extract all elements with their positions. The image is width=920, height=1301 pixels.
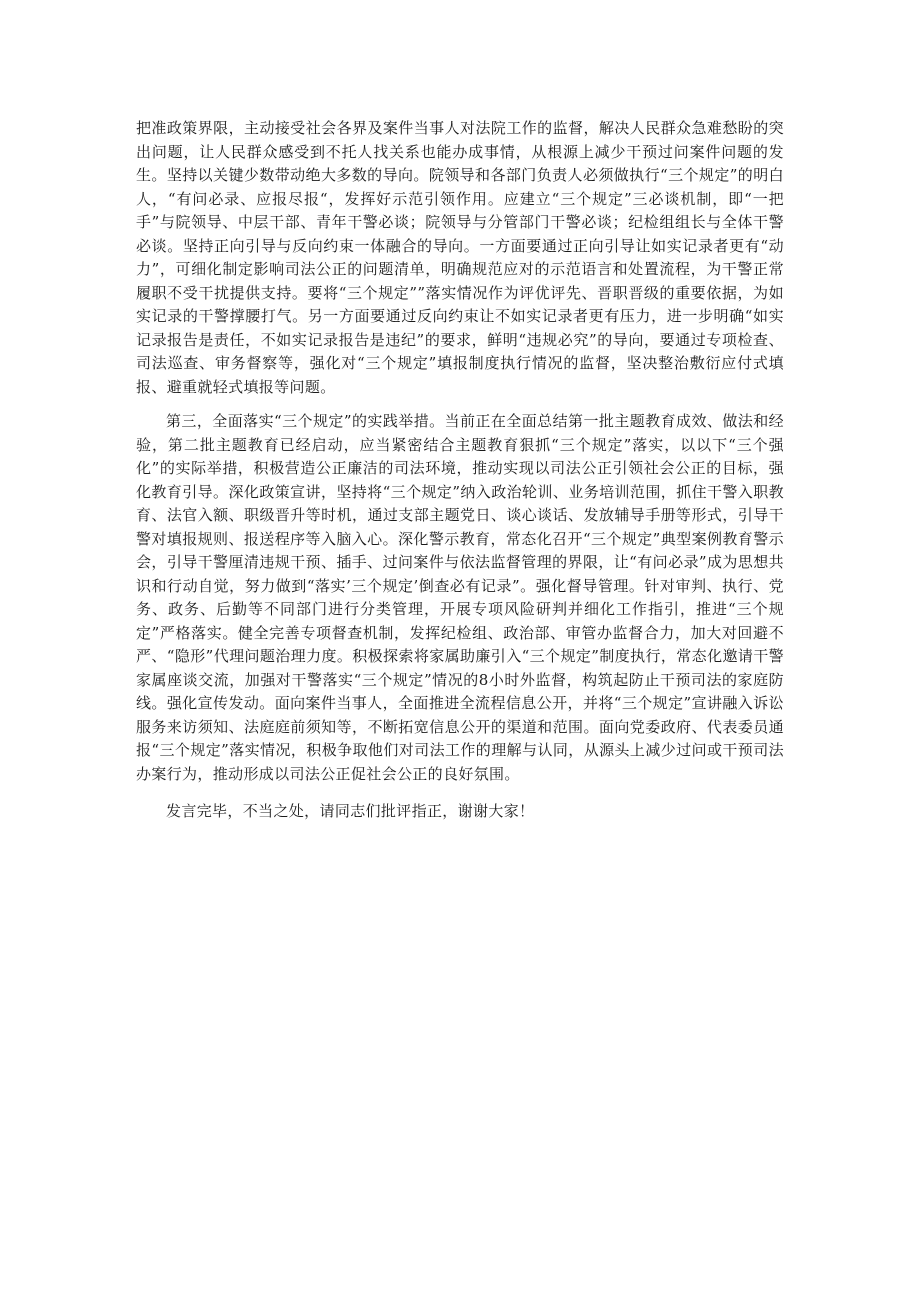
paragraph-third-point: 第三，全面落实“三个规定”的实践举措。当前正在全面总结第一批主题教育成效、做法和经验，第二批主题教育已经启动，应当紧密结合主题教育狠抓“三个规定”落实，以以下“三个强化”的实际举措，积极营造公正廉洁的司法环境，推动实现以司法公正引领社会公正的目标，强化教育引导。深化政策宣讲，坚持将“三个规定”纳入政治轮训、业务培训范围，抓住干警入职教育、法官入额、职级晋升等时机，通过支部主题党日、谈心谈话、发放辅导手册等形式，引导干警对填报规则、报送程序等入脑入心。深化警示教育，常态化召开“三个规定”典型案例教育警示会，引导干警厘清违规干预、插手、过问案件与依法监督管理的界限，让“有问必录”成为思想共识和行动自觉，努力做到“落实’三个规定’倒查必有记录”。强化督导管理。针对审判、执行、党务、政务、后勤等不同部门进行分类管理，开展专项风险研判并细化工作指引，推进“三个规定”严格落实。健全完善专项督查机制，发挥纪检组、政治部、审管办监督合力，加大对回避不严、“隐形”代理问题治理力度。积极探索将家属助廉引入“三个规定”制度执行，常态化邀请干警家属座谈交流，加强对干警落实“三个规定”情况的8小时外监督，构筑起防止干预司法的家庭防线。强化宣传发动。面向案件当事人，全面推进全流程信息公开，并将“三个规定”宣讲融入诉讼服务来访须知、法庭庭前须知等，不断拓宽信息公开的渠道和范围。面向党委政府、代表委员通报“三个规定”落实情况，积极争取他们对司法工作的理解与认同，从源头上减少过问或干预司法办案行为，推动形成以司法公正促社会公正的良好氛围。 bbox=[136, 412, 784, 783]
paragraph-closing: 发言完毕，不当之处，请同志们批评指正，谢谢大家！ bbox=[166, 802, 535, 820]
document-body bbox=[136, 117, 784, 835]
paragraph-continuation: 把准政策界限，主动接受社会各界及案件当事人对法院工作的监督，解决人民群众急难愁盼的突出问题，让人民群众感受到不托人找关系也能办成事情，从根源上减少干预过问案件问题的发生。坚持以关键少数带动绝大多数的导向。院领导和各部门负责人必须做执行“三个规定”的明白人，“有问必录、应报尽报“，发挥好示范引领作用。应建立“三个规定”三必谈机制，即“一把手”与院领导、中层干部、青年干警必谈；院领导与分管部门干警必谈；纪检组组长与全体干警必谈。坚持正向引导与反向约束一体融合的导向。一方面要通过正向引导让如实记录者更有“动力”，可细化制定影响司法公正的问题清单，明确规范应对的示范语言和处置流程，为干警正常履职不受干扰提供支持。要将“三个规定””落实情况作为评优评先、晋职晋级的重要依据，为如实记录的干警撑腰打气。另一方面要通过反向约束让不如实记录者更有压力，进一步明确“如实记录报告是责任，不如实记录报告是违纪”的要求，鲜明“违规必究”的导向，要通过专项检查、司法巡查、审务督察等，强化对“三个规定”填报制度执行情况的监督，坚决整治敷衍应付式填报、避重就轻式填报等问题。 bbox=[136, 119, 784, 396]
